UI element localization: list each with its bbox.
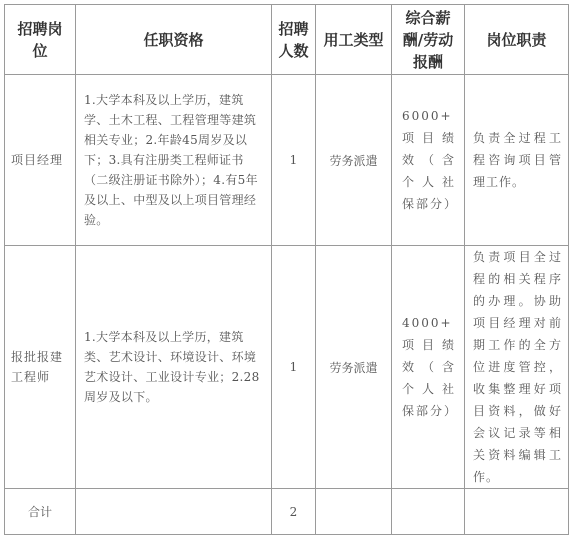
row-position: 报批报建工程师 bbox=[5, 246, 76, 489]
total-qualifications-empty bbox=[76, 489, 272, 535]
header-qualifications: 任职资格 bbox=[76, 5, 272, 75]
row-qualifications: 1.大学本科及以上学历，建筑学、土木工程、工程管理等建筑相关专业；2.年龄45周岁及以下；3.具有注册类工程师证书（二级注册证书除外）；4.有5年及以上、中型及以上项目管理经验。 bbox=[76, 75, 272, 246]
row-duties: 负责项目全过程的相关程序的办理。协助项目经理对前期工作的全方位进度管控，收集整理好项目资料，做好会议记录等相关资料编辑工作。 bbox=[465, 246, 569, 489]
header-position: 招聘岗位 bbox=[5, 5, 76, 75]
row-employment-type: 劳务派遣 bbox=[316, 246, 392, 489]
row-headcount: 1 bbox=[272, 246, 316, 489]
total-row bbox=[5, 489, 569, 535]
row-qualifications: 1.大学本科及以上学历，建筑类、艺术设计、环境设计、环境艺术设计、工业设计专业；2.28周岁及以下。 bbox=[76, 246, 272, 489]
recruitment-table bbox=[4, 4, 569, 535]
header-compensation: 综合薪酬/劳动报酬 bbox=[392, 5, 465, 75]
row-employment-type: 劳务派遣 bbox=[316, 75, 392, 246]
header-duties: 岗位职责 bbox=[465, 5, 569, 75]
header-employment-type: 用工类型 bbox=[316, 5, 392, 75]
header-headcount: 招聘人数 bbox=[272, 5, 316, 75]
row-duties: 负责全过程工程咨询项目管理工作。 bbox=[465, 75, 569, 246]
header-row bbox=[5, 5, 569, 75]
row-compensation: 4000+ 项目绩效（含个人社保部分） bbox=[392, 246, 465, 489]
total-compensation-empty bbox=[392, 489, 465, 535]
row-position: 项目经理 bbox=[5, 75, 76, 246]
row-headcount: 1 bbox=[272, 75, 316, 246]
total-headcount: 2 bbox=[272, 489, 316, 535]
table-row bbox=[5, 75, 569, 246]
total-label: 合计 bbox=[5, 489, 76, 535]
total-duties-empty bbox=[465, 489, 569, 535]
row-compensation: 6000+ 项目绩效（含个人社保部分） bbox=[392, 75, 465, 246]
total-employment-type-empty bbox=[316, 489, 392, 535]
table-row bbox=[5, 246, 569, 489]
